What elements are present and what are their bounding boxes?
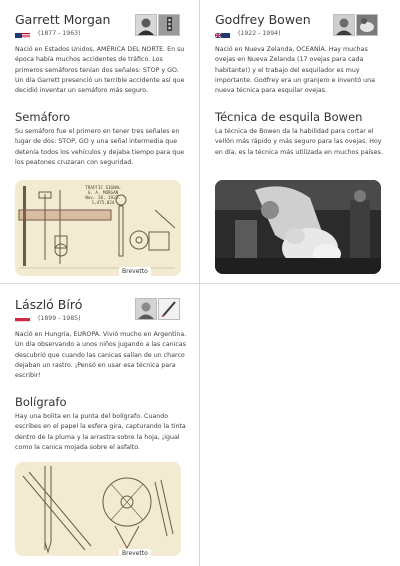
- biography-text: Nació en Nueva Zelanda, OCEANÍA. Hay muchas ovejas en Nueva Zelanda (17 ovejas para cada habitante!) y el trabajo del esquilador es muy importante. Godfrey era un granjero e inventó una nueva técnica para esquilar ovejas.: [215, 46, 376, 95]
- invention-text: Hay una bolita en la punta del bolígrafo. Cuando escribes en el papel la esfera gira, capturando la tinta dentro de la pluma y la arrastra sobre la hoja, ¡igual como la canica mojada sobre el asfalto.: [15, 413, 186, 451]
- invention-heading: Bolígrafo: [15, 395, 67, 409]
- invention-thumbnail: [158, 14, 180, 36]
- life-dates: (1877 - 1963): [38, 30, 81, 37]
- person-name: Garrett Morgan: [15, 12, 111, 27]
- portrait-photo: [135, 14, 157, 36]
- patent-inventor: G. A. MORGAN: [87, 190, 119, 195]
- patent-title: TRAFFIC SIGNAL: [85, 185, 121, 190]
- image-caption: Brevetto: [119, 267, 151, 276]
- life-dates: (1922 - 1994): [238, 30, 281, 37]
- person-name: Godfrey Bowen: [215, 12, 311, 27]
- patent-illustration: [15, 462, 181, 556]
- invention-heading: Semáforo: [15, 110, 71, 124]
- new-zealand-flag-icon: [215, 28, 230, 38]
- sheep-shearing-photo: [215, 180, 381, 274]
- person-name: László Bíró: [15, 297, 83, 312]
- invention-thumbnail: [356, 14, 378, 36]
- portrait-photo: [135, 298, 157, 320]
- portrait-photo: [333, 14, 355, 36]
- biography-text: Nació en Hungría, EUROPA. Vivió mucho en Argentina. Un día observando a unos niños jugando a las canicas descubrió que cuando las canicas salían de un charco dejaban un rastro. ¡Pensó en usar esa técnica para escribir!: [15, 331, 187, 380]
- invention-text: La técnica de Bowen da la habilidad para cortar el vellón más rápido y más seguro para las ovejas. Hoy en día, es la técnica más utilizada en muchos países.: [215, 128, 383, 156]
- patent-drawing-ballpoint-pen: [15, 462, 181, 556]
- invention-heading: Técnica de esquila Bowen: [215, 110, 363, 124]
- patent-drawing-traffic-signal: [15, 180, 181, 276]
- invention-thumbnail: [158, 298, 180, 320]
- shearing-scene: [215, 180, 381, 274]
- empty-card-slot: [200, 284, 400, 566]
- invention-text: Su semáforo fue el primero en tener tres señales en lugar de dos: STOP, GO y una señal intermedia que detenía todos los vehículos y dejaba tiempo para que los peatones cruzaran con seguridad.: [15, 128, 185, 166]
- patent-number: 1,475,024: [91, 200, 115, 205]
- image-caption: Brevetto: [119, 549, 151, 558]
- biography-text: Nació en Estados Unidos, AMÉRICA DEL NORTE. En su época había muchos accidentes de tráfico. Los primeros semáforos tenían dos señales: STOP y GO. Un día Garrett presenció un terrible accidente así que decidió inventar un semáforo más seguro.: [15, 46, 185, 95]
- life-dates: (1899 - 1985): [38, 315, 81, 322]
- usa-flag-icon: [15, 28, 30, 38]
- hungary-flag-icon: [15, 313, 30, 323]
- patent-header: [75, 185, 131, 205]
- patent-date: Nov. 20, 1923.: [85, 195, 121, 200]
